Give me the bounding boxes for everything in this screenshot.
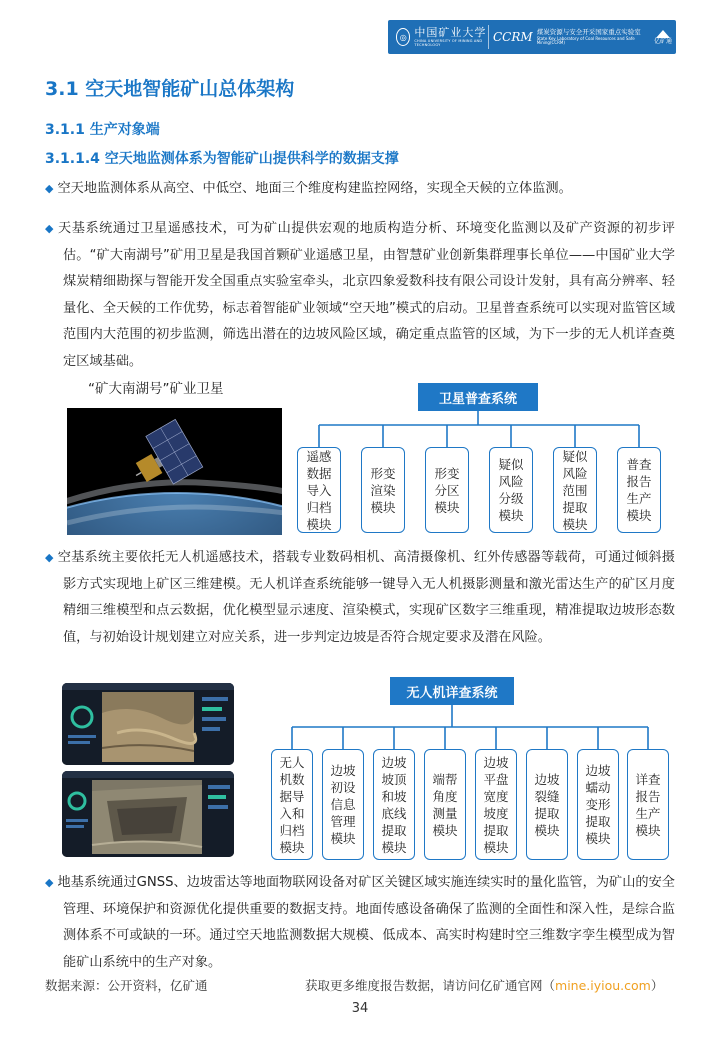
diamond-bullet-icon: ◆ [45,222,54,235]
module-box: 普查报告生产模块 [617,447,661,533]
satellite-survey-diagram [288,383,678,535]
ccrm-mark: CCRM [493,30,533,44]
drone-software-screenshot [62,683,234,765]
university-name-cn: 中国矿业大学 [414,26,487,39]
paragraph-air-based [45,545,675,651]
website-link[interactable]: mine.iyiou.com [555,978,651,993]
mountain-icon [656,30,670,38]
data-source-note: 数据来源：公开资料，亿矿通 [45,978,208,993]
university-logo [388,27,488,47]
module-box: 边坡坡顶和坡底线提取模块 [373,749,415,860]
satellite-caption: “矿大南湖号”矿业卫星 [88,381,224,397]
university-name-en: CHINA UNIVERSITY OF MINING AND TECHNOLOGY [414,39,483,47]
diamond-bullet-icon: ◆ [45,876,54,889]
paragraph-text: 天基系统通过卫星遥感技术，可为矿山提供宏观的地质构造分析、环境变化监测以及矿产资源的初步评估。“矿大南湖号”矿用卫星是我国首颗矿业遥感卫星，由智慧矿业创新集群理事长单位——中国矿业大学煤炭精细勘探与智能开发全国重点实验室牵头，北京四象爱数科技有限公司设计发射，具有高分辨率、轻量化、全天候的工作优势，标志着智能矿业领域“空天地”模式的启动。卫星普查系统可以实现对监管区域范围内大范围的初步监测，筛选出潜在的边坡风险区域，确定重点监管的区域，为下一步的无人机详查奠定区域基础。 [58,221,675,369]
module-box: 边坡初设信息管理模块 [322,749,364,860]
module-box: 无人机数据导入和归档模块 [271,749,313,860]
brand-logo [650,30,676,45]
section-title: 3.1 空天地智能矿山总体架构 [45,78,295,100]
paragraph-text: 空基系统主要依托无人机遥感技术，搭载专业数码相机、高清摄像机、红外传感器等载荷，可通过倾斜摄影方式实现地上矿区三维建模。无人机详查系统能够一键导入无人机摄影测量和激光雷达生产的矿区月度精细三维模型和点云数据，优化模型显示速度、渲染模式，实现矿区数字三维重现，精准提取边坡形态数值，与初始设计规划建立对应关系，进一步判定边坡是否符合规定要求及潜在风险。 [57,550,675,645]
lab-logo [488,25,650,49]
paragraph-text: 地基系统通过GNSS、边坡雷达等地面物联网设备对矿区关键区域实施连续实时的量化监管，为矿山的安全管理、环境保护和资源优化提供重要的数据支持。地面传感设备确保了监测的全面性和深入性，是综合监测体系不可或缺的一环。通过空天地监测数据大规模、低成本、高实时构建时空三维数字孪生模型成为智能矿山系统中的生产对象。 [57,875,675,970]
lab-name-cn: 煤炭资源与安全开采国家重点实验室 [536,27,641,36]
diamond-bullet-icon: ◆ [45,551,54,564]
website-note-prefix: 获取更多维度报告数据，请访问亿矿通官网（ [305,978,556,993]
brand-name: 亿矿通 [653,37,672,45]
module-box: 端帮角度测量模块 [424,749,466,860]
module-box: 遥感数据导入归档模块 [297,447,341,533]
website-note-suffix: ） [650,978,664,993]
paragraph-overview [45,176,675,203]
pit-model-view [62,771,234,857]
drone-survey-diagram [262,677,677,862]
website-note [305,976,663,994]
paragraph-text: 空天地监测体系从高空、中低空、地面三个维度构建监控网络，实现全天候的立体监测。 [57,181,572,196]
paragraph-space-based [45,216,675,375]
university-seal-icon: ◎ [396,28,410,46]
lab-name-en: State Key Laboratory of Coal Resources and Safe Mining(CCRM) [536,36,635,46]
terrain-model-view [62,683,234,765]
module-box: 疑似风险范围提取模块 [553,447,597,533]
satellite-photo [67,408,282,535]
header-logo-bar [388,20,676,54]
drone-software-screenshot [62,771,234,857]
paragraph-ground-based [45,870,675,976]
module-box: 边坡平盘宽度坡度提取模块 [475,749,517,860]
diagram-title: 无人机详查系统 [390,677,514,705]
page-number: 34 [351,1001,369,1016]
module-box: 形变渲染模块 [361,447,405,533]
subsubsection-title: 3.1.1.4 空天地监测体系为智能矿山提供科学的数据支撑 [45,151,399,167]
module-box: 形变分区模块 [425,447,469,533]
diamond-bullet-icon: ◆ [45,182,54,195]
module-box: 详查报告生产模块 [627,749,669,860]
subsection-title: 3.1.1 生产对象端 [45,122,160,138]
diagram-title: 卫星普查系统 [418,383,538,411]
module-box: 疑似风险分级模块 [489,447,533,533]
satellite-illustration [67,408,282,535]
module-box: 边坡蠕动变形提取模块 [577,749,619,860]
module-box: 边坡裂缝提取模块 [526,749,568,860]
